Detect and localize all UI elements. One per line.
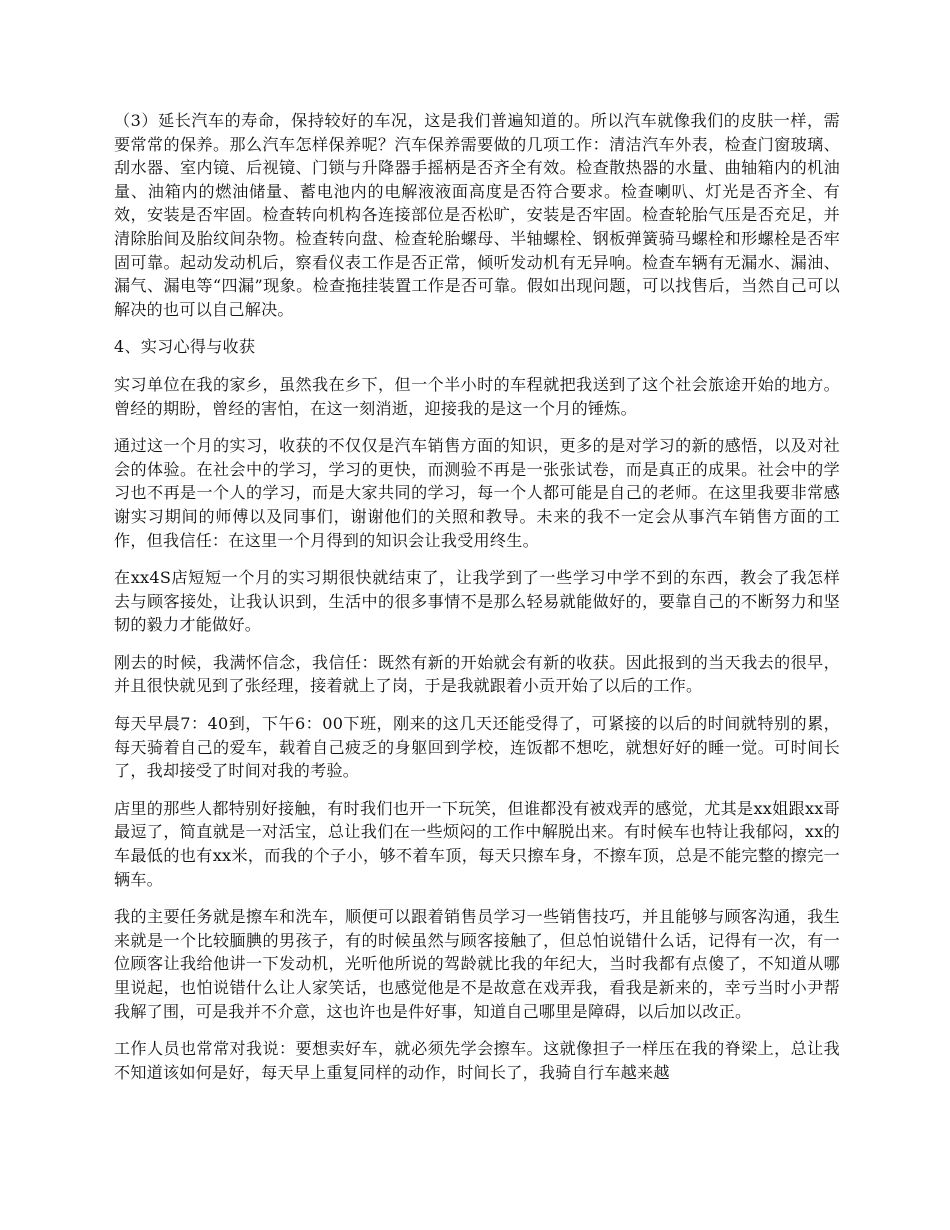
paragraph-maintenance: （3）延长汽车的寿命，保持较好的车况，这是我们普遍知道的。所以汽车就像我们的皮肤一样，需要常常的保养。那么汽车怎样保养呢？汽车保养需要做的几项工作：清洁汽车外表，检查门窗玻璃、刮水器、室内镜、后视镜、门锁与升降器手摇柄是否齐全有效。检查散热器的水量、曲轴箱内的机油量、油箱内的燃油储量、蓄电池内的电解液液面高度是否符合要求。检查喇叭、灯光是否齐全、有效，安装是否牢固。检查转向机构各连接部位是否松旷，安装是否牢固。检查轮胎气压是否充足，并清除胎间及胎纹间杂物。检查转向盘、检查轮胎螺母、半轴螺栓、钢板弹簧骑马螺栓和形螺栓是否牢固可靠。起动发动机后，察看仪表工作是否正常，倾听发动机有无异响。检查车辆有无漏水、漏油、漏气、漏电等“四漏”现象。检查拖挂装置工作是否可靠。假如出现问题，可以找售后，当然自己可以解决的也可以自己解决。 [114,111,840,319]
document-body [114,109,840,1098]
paragraph-store-internship: 在xx4S店短短一个月的实习期很快就结束了，让我学到了一些学习中学不到的东西，教会了我怎样去与顾客接处，让我认识到，生活中的很多事情不是那么轻易就能做好的，要靠自己的不断努力和坚韧的毅力才能做好。 [114,568,840,635]
paragraph-first-day: 刚去的时候，我满怀信念，我信任：既然有新的开始就会有新的收获。因此报到的当天我去的很早，并且很快就见到了张经理，接着就上了岗，于是我就跟着小贡开始了以后的工作。 [114,652,840,696]
paragraph-main-tasks: 我的主要任务就是擦车和洗车，顺便可以跟着销售员学习一些销售技巧，并且能够与顾客沟通，我生来就是一个比较腼腆的男孩子，有的时候虽然与顾客接触了，但总怕说错什么话，记得有一次，有一位顾客让我给他讲一下发动机，光听他所说的驾龄就比我的年纪大，当时我都有点傻了，不知道从哪里说起，也怕说错什么让人家笑话，也感觉他是不是故意在戏弄我，看我是新来的，幸亏当时小尹帮我解了围，可是我并不介意，这也许也是件好事，知道自己哪里是障碍，以后加以改正。 [114,907,840,1021]
paragraph-arrival: 实习单位在我的家乡，虽然我在乡下，但一个半小时的车程就把我送到了这个社会旅途开始的地方。曾经的期盼，曾经的害怕，在这一刻消逝，迎接我的是这一个月的锤炼。 [114,374,840,418]
paragraph-schedule: 每天早晨7：40到，下午6：00下班，刚来的这几天还能受得了，可紧接的以后的时间就特别的累，每天骑着自己的爱车，载着自己疲乏的身躯回到学校，连饭都不想吃，就想好好的睡一觉。可时间长了，我却接受了时间对我的考验。 [114,714,840,781]
paragraph-advice: 工作人员也常常对我说：要想卖好车，就必须先学会擦车。这就像担子一样压在我的脊梁上，总让我不知道该如何是好，每天早上重复同样的动作，时间长了，我骑自行车越来越 [114,1039,840,1082]
paragraph-gains: 通过这一个月的实习，收获的不仅仅是汽车销售方面的知识，更多的是对学习的新的感悟，以及对社会的体验。在社会中的学习，学习的更快，而测验不再是一张张试卷，而是真正的成果。社会中的学习也不再是一个人的学习，而是大家共同的学习，每一个人都可能是自己的老师。在这里我要非常感谢实习期间的师傅以及同事们，谢谢他们的关照和教导。未来的我不一定会从事汽车销售方面的工作，但我信任：在这里一个月得到的知识会让我受用终生。 [114,436,840,550]
paragraph-colleagues: 店里的那些人都特别好接触，有时我们也开一下玩笑，但谁都没有被戏弄的感觉，尤其是xx姐跟xx哥最逗了，简直就是一对活宝，总让我们在一些烦闷的工作中解脱出来。有时候车也特让我郁闷，xx的车最低的也有xx米，而我的个子小，够不着车顶，每天只擦车身，不擦车顶，总是不能完整的擦完一辆车。 [114,798,840,889]
section-heading: 4、实习心得与收获 [114,337,256,357]
